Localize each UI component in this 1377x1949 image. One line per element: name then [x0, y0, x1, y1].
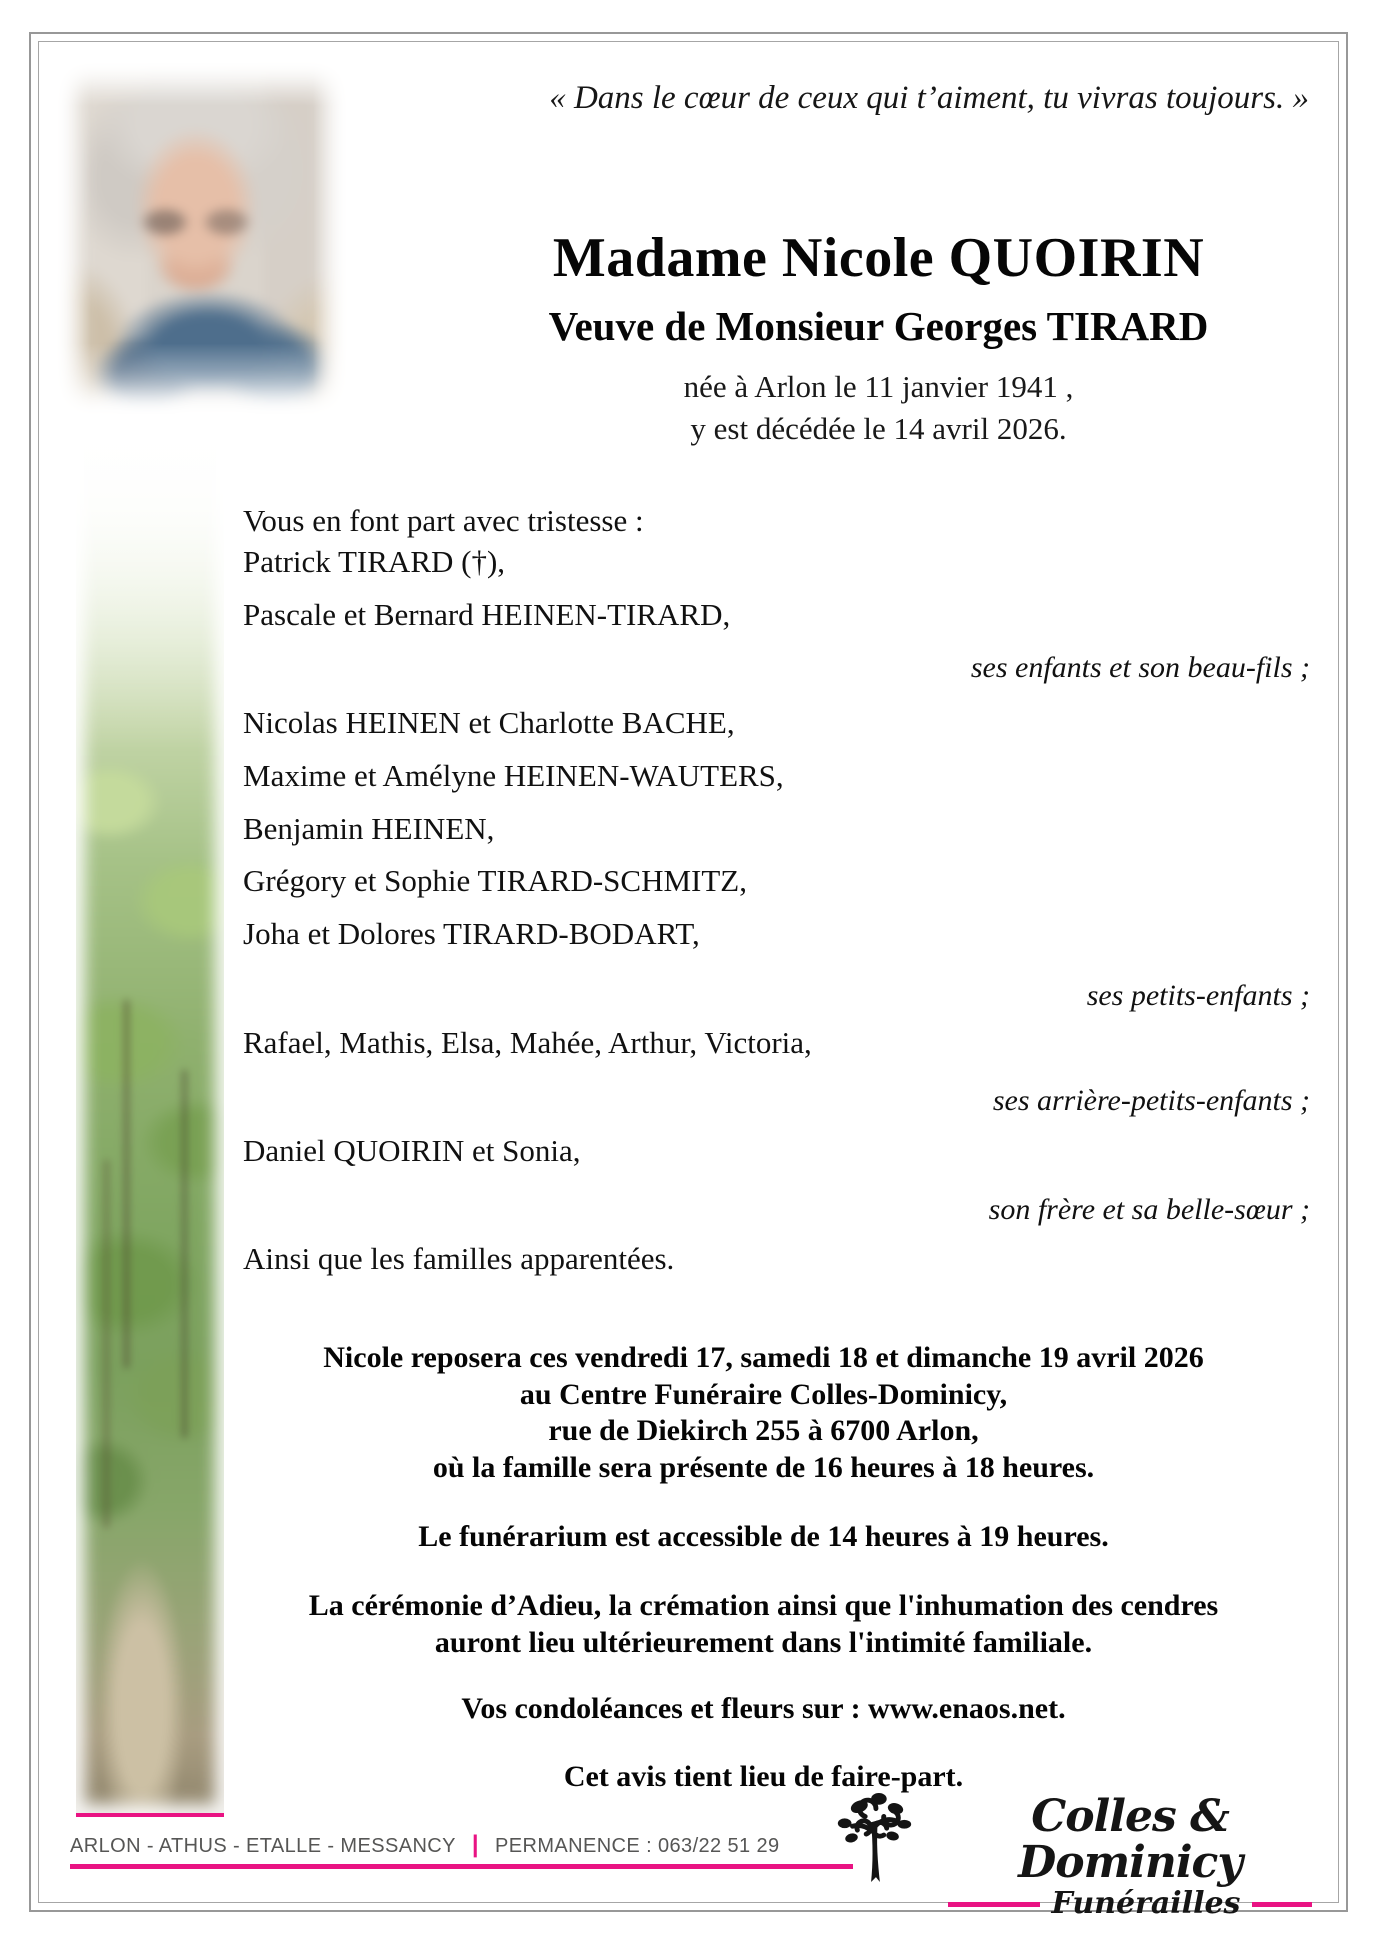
- family-line: Nicolas HEINEN et Charlotte BACHE,: [243, 705, 735, 740]
- tree-icon: [830, 1786, 918, 1886]
- repose-line: où la famille sera présente de 16 heures à 18 heures.: [432, 1450, 1095, 1484]
- family-line: Daniel QUOIRIN et Sonia,: [243, 1133, 581, 1168]
- brand-dash-right: [1252, 1902, 1312, 1907]
- footer-separator: |: [471, 1831, 479, 1858]
- cremation-line: La cérémonie d’Adieu, la crémation ainsi que l'inhumation des cendres: [308, 1589, 1219, 1622]
- repose-line: rue de Diekirch 255 à 6700 Arlon,: [548, 1414, 979, 1447]
- condolences-line: Vos condoléances et fleurs sur : www.enaos.net.: [461, 1692, 1066, 1725]
- birth-line: née à Arlon le 11 janvier 1941 ,: [683, 369, 1074, 404]
- brand-name: Colles & Dominicy: [1018, 1791, 1242, 1888]
- family-line: Maxime et Amélyne HEINEN-WAUTERS,: [243, 758, 784, 793]
- relation-line: son frère et sa belle-sœur ;: [988, 1193, 1310, 1226]
- death-line: y est décédée le 14 avril 2026.: [690, 411, 1067, 446]
- portrait-photo: [56, 60, 348, 414]
- family-line: Grégory et Sophie TIRARD-SCHMITZ,: [243, 863, 747, 898]
- notice-line: Cet avis tient lieu de faire-part.: [563, 1760, 964, 1793]
- family-intro: Vous en font part avec tristesse :: [243, 503, 644, 538]
- brand-tagline: Funérailles: [1051, 1886, 1241, 1921]
- cremation-block: [260, 1588, 1267, 1661]
- funeral-home-logo: [920, 1791, 1340, 1921]
- family-line: Rafael, Mathis, Elsa, Mahée, Arthur, Victoria,: [243, 1025, 812, 1060]
- deceased-subtitle: Veuve de Monsieur Georges TIRARD: [548, 303, 1209, 349]
- footer-contact-row: [70, 1832, 780, 1860]
- repose-line: Nicole reposera ces vendredi 17, samedi 18 et dimanche 19 avril 2026: [323, 1341, 1204, 1374]
- portrait-photo-fade: [56, 60, 348, 414]
- footer-pink-rule: [70, 1864, 853, 1869]
- relation-line: ses arrière-petits-enfants ;: [992, 1084, 1310, 1117]
- funerarium-line: Le funérarium est accessible de 14 heures à 19 heures.: [418, 1520, 1109, 1553]
- repose-block: [260, 1340, 1267, 1486]
- cremation-line: auront lieu ultérieurement dans l'intimité familiale.: [434, 1625, 1093, 1659]
- family-line: Benjamin HEINEN,: [243, 811, 495, 846]
- deceased-name: Madame Nicole QUOIRIN: [552, 227, 1205, 289]
- birth-death-lines: [420, 366, 1337, 450]
- forest-path-image: [76, 414, 224, 1817]
- relation-line: ses petits-enfants ;: [1086, 979, 1310, 1012]
- footer-permanence: PERMANENCE : 063/22 51 29: [495, 1834, 780, 1857]
- family-line: Pascale et Bernard HEINEN-TIRARD,: [243, 597, 731, 632]
- family-line: Patrick TIRARD (†),: [243, 544, 506, 579]
- family-line: Ainsi que les familles apparentées.: [243, 1241, 675, 1276]
- forest-path-image-fade: [76, 414, 224, 1813]
- brand-dash-left: [948, 1902, 1040, 1907]
- brand-tagline-row: [920, 1888, 1340, 1920]
- family-line: Joha et Dolores TIRARD-BODART,: [243, 916, 700, 951]
- memorial-quote: « Dans le cœur de ceux qui t’aiment, tu vivras toujours. »: [549, 80, 1309, 116]
- relation-line: ses enfants et son beau-fils ;: [970, 651, 1310, 684]
- repose-line: au Centre Funéraire Colles-Dominicy,: [519, 1377, 1008, 1411]
- footer-cities: ARLON - ATHUS - ETALLE - MESSANCY: [70, 1834, 456, 1857]
